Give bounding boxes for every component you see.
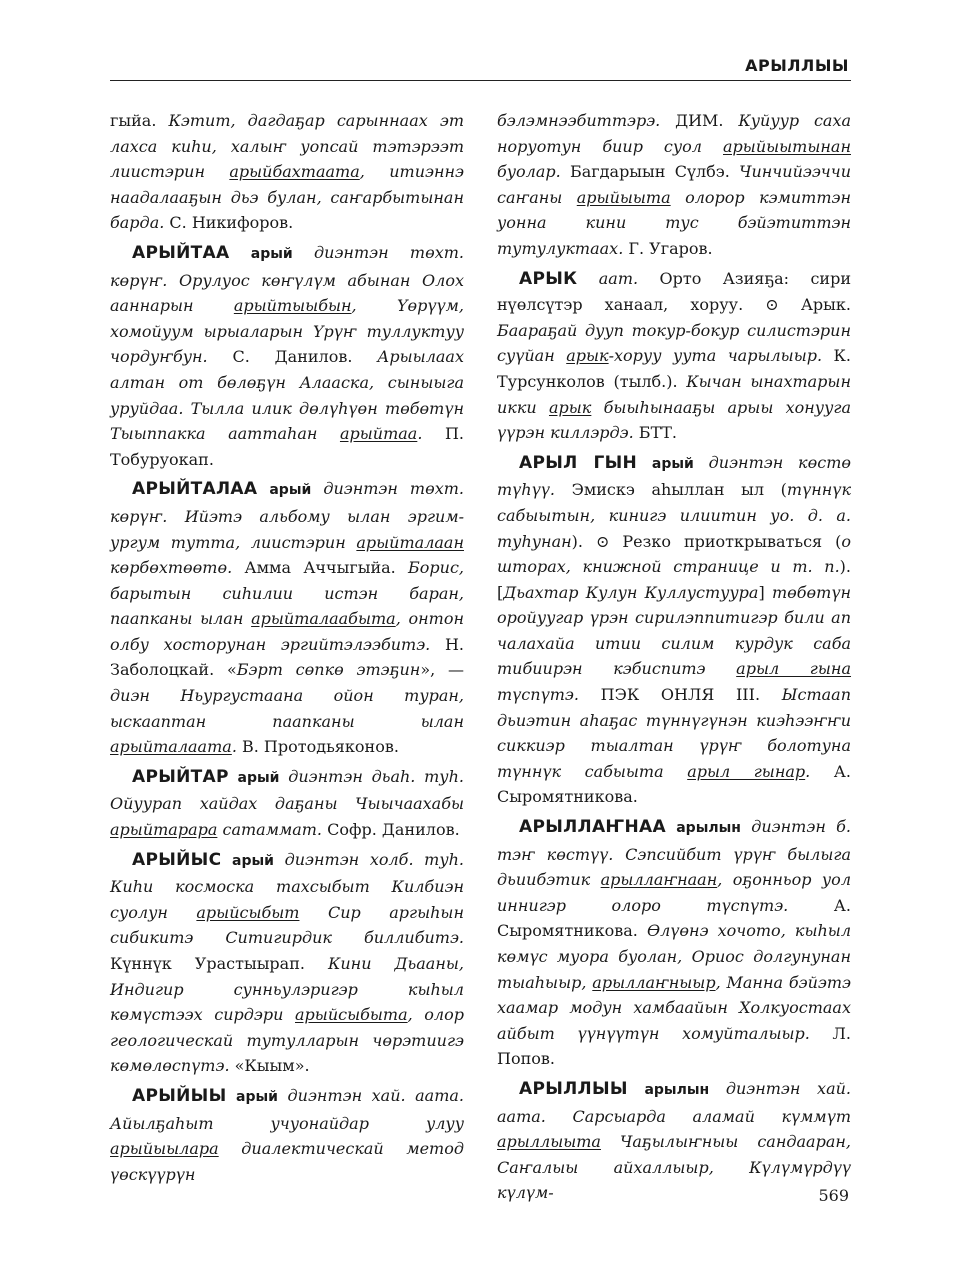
citation: Н. Заболоцкай. « [110, 634, 465, 680]
headword: АРЫК [519, 268, 578, 289]
citation: Багдарыын Сүлбэ. [560, 162, 740, 182]
grammar-label: диэнтэн көстө түһүү. [497, 452, 852, 500]
citation: В. Протодьяконов. [236, 737, 399, 757]
example-word: арыйталаата [110, 737, 232, 757]
citation: А. Сыромятникова. [497, 895, 851, 941]
example-word: арыйсыбыта [295, 1005, 408, 1025]
example-word: арыйталаабыта [251, 609, 396, 629]
citation: БТТ. [633, 423, 677, 443]
definition: Орто Азияҕа: сири нүөлсүтэр ханаал, хоруу. ⊙ Арык. [497, 268, 851, 315]
citation: Софр. Данилов. [322, 820, 460, 840]
example-word: арык [548, 397, 592, 417]
example-word: арыйыыта [576, 187, 671, 207]
headword: АРЫЙТАА [132, 242, 230, 263]
grammar-label: диэнтэн б. тэҥ көстүү. [497, 817, 851, 864]
example-word: арыллаҥнаан [600, 870, 718, 890]
grammar-label: диэнтэн хай. аата. [287, 1085, 464, 1105]
entry-aryiys: АРЫЙЫС арый диэнтэн холб. туһ. Киһи космоска тахсыбыт Килбиэн суолун арыйсыбыт Сир аргыһын сибикитэ Ситигирдик биллибитэ. Күннүк Урастыырап. Кини Дьааны, Индигир сунньулэригэр кыһыл көмүстээх сирдэри арыйсыбыта, олор геологическай тутулларын чөрэтиигэ көмөлөспүтэ. «Кыым». [110, 849, 465, 1076]
base-word: арый [269, 482, 312, 499]
entry-aryiyy: АРЫЙЫЫ арый диэнтэн хай. аата. Айылҕаһыт учуонайдар улуу арыйыылара диалектическай метод үөскүүрүн [110, 1085, 464, 1184]
citation: Күннүк Урастыырап. [110, 954, 328, 973]
base-word: арый [232, 852, 274, 869]
headword: АРЫЛ ГЫН [519, 452, 638, 473]
definition: Эмискэ аһыллан ыл ( [554, 480, 787, 500]
citation: ДИМ. [660, 111, 739, 130]
continued-entry: бэлэмнээбиттэрэ. ДИМ. Куйуур саха норуотун биир суол арыйыытынан буолар. Багдарыын Сүлбэ. Чинчийээччи саҥаны арыйыыта олорор кэмиттэн уонна кини тус бэйэтиттэн тутулуктаах. Г. Угаров. [497, 111, 851, 258]
entry-aryk: АРЫК аат. Орто Азияҕа: сири нүөлсүтэр ханаал, хоруу. ⊙ Арык. Баараҕай дууп токур-бокур силистэрин суүйан арык-хоруу уута чарылыыр. К. Турсунколов (тылб.). Кычан ынахтарын икки арык быыһынааҕы арыы хонууга үүрэн киллэрдэ. БТТ. [497, 268, 851, 443]
base-word: арый [250, 245, 293, 262]
headword: АРЫЛЛЫЫ [519, 1078, 628, 1099]
example-word: арыйыытынан [723, 136, 851, 156]
example-word: арыйыылара [110, 1139, 219, 1159]
citation: «Кыым». [229, 1056, 310, 1076]
example-word: арыйтарара [110, 820, 218, 840]
grammar-label: диэнтэн төхт. көрүҥ. [110, 479, 465, 526]
left-column [110, 108, 464, 1191]
example-word: арыллаҥныыр [592, 972, 716, 992]
entry-aryitaa: АРЫЙТАА арый диэнтэн төхт. көрүҥ. Орулуос көҥүлүм абынан Олох ааннарын арыйтыыбын, Үөрүүм, хомойуум ырыаларын Үрүҥ туллуктуу чордуҥбун. С. Данилов. Арыылаах алтан от бөлөҕүн Алааска, сыныыга уруйдаа. Тылла илик дөлүһүөн төбөтүн Тыыппакка ааттаһан арыйтаа. П. Тобуруокап. [110, 242, 465, 469]
example-word: арыл гына [736, 659, 852, 679]
citation: П. Тобуруокап. [110, 424, 464, 469]
example-word: арыйтыыбын [233, 296, 352, 316]
grammar-label: диэнтэн холб. туһ. [284, 849, 465, 869]
citation: Г. Угаров. [623, 238, 713, 258]
headword: АРЫЙТАЛАА [132, 479, 258, 500]
entry-aryitalaa: АРЫЙТАЛАА арый диэнтэн төхт. көрүҥ. Ийэтэ альбому ылан эргим-ургум тутта, лиистэрин арыйталаан көрбөхтөөтө. Амма Аччыгыйа. Борис, барытын сиһилии истэн баран, паапканы ылан арыйталаабыта, онтон олбу хосторунан эргийтэлээбитэ. Н. Заболоцкай. «Бэрт сөпкө этэҕин», — диэн Ньургустаана ойон туран, ыскааптан паапканы ылан арыйталаата. В. Протодьяконов. [110, 479, 465, 757]
grammar-label: диэнтэн дьаһ. туһ. [288, 766, 464, 786]
citation: Амма Аччыгыйа. [232, 558, 409, 578]
citation: К. Турсунколов [497, 346, 851, 391]
entry-aryl-gyn: АРЫЛ ГЫН арый диэнтэн көстө түһүү. Эмискэ аһыллан ыл (түннүк сабыытын, кинигэ илиитин уо. д. а. туһунан). ⊙ Резко приоткрываться (о шторах, книжной странице и т. п.). [Дьахтар Кулун Куллустуура] төбөтүн оройуугар үрэн сирилэппитигэр били ап чалахайа итии силим курдук саба тибиирэн кэбиспитэ арыл гына түспүтэ. ПЭК ОНЛЯ III. Ыстаап дьиэтин аһаҕас түннүгүнэн киэһээҥҥи сиккиэр тыалтан үрүҥ болотуна түннүк сабыыта арыл гынар. А. Сыромятникова. [497, 452, 852, 807]
grammar-label: аат. [598, 268, 639, 288]
grammar-label: диэнтэн төхт. көрүҥ. [110, 242, 465, 290]
right-column [497, 108, 851, 1210]
citation: ПЭК ОНЛЯ III. [578, 685, 782, 705]
entry-aryllangnaa: АРЫЛЛАҤНАА арылын диэнтэн б. тэҥ көстүү. Сэпсийбит үрүҥ былыга дьиибэтик арыллаҥнаан, оҕонньор уол иннигэр олоро түспүтэ. А. Сыромятникова. Өлүөнэ хочото, кыһыл көмүс муора буолан, Орuос долгунунан тыаһыыр, арыллаҥныыр, Манна бэйэтэ хаамар модун хамбаайын Холкуостаах айбыт үүнүүтүн хомуйталыыр. Л. Попов. [497, 817, 851, 1069]
citation: Л. Попов. [497, 1023, 851, 1069]
citation: С. Данилов. [207, 347, 378, 367]
headword: АРЫЙЫЫ [132, 1085, 227, 1106]
header-rule [110, 80, 851, 81]
headword: АРЫЙЫС [132, 849, 222, 870]
citation: С. Никифоров. [164, 213, 294, 233]
continued-entry: гыйа. Кэтит, дагдаҕар сарыннаах эт лахса киһи, халыҥ уопсай тэтэрээт лиистэрин арыйбахтаата, итиэннэ наадалааҕын дьэ булан, саҥарбытынан барда. С. Никифоров. [110, 111, 465, 233]
example-word: арыйтаа [339, 424, 418, 444]
example-word: арыл гынар [687, 761, 806, 781]
headword: АРЫЛЛАҤНАА [519, 817, 666, 838]
headword: АРЫЙТАР [132, 766, 229, 787]
base-word: арый [651, 455, 694, 472]
example-word: арык [566, 346, 609, 366]
running-head: АРЫЛЛЫЫ [745, 56, 849, 75]
base-word: арый [236, 1088, 278, 1105]
example-word: арыллыыта [497, 1132, 601, 1152]
example-word: арыйсыбыт [196, 902, 300, 922]
base-word: арылын [676, 820, 741, 837]
page-number: 569 [818, 1186, 849, 1205]
base-word: арылын [644, 1081, 710, 1098]
citation: А. Сыромятникова. [497, 761, 852, 807]
example-word: арыйбахтаата [229, 162, 360, 182]
grammar-label: диэнтэн хай. аата. [497, 1078, 852, 1126]
entry-aryllyy: АРЫЛЛЫЫ арылын диэнтэн хай. аата. Сарсыарда аламай күммүт арыллыыта Чаҕылыҥныы сандааран, Саҥалыы айхаллыыр, Күлүмүрдүү күлүм- [497, 1078, 852, 1203]
entry-aryitar: АРЫЙТАР арый диэнтэн дьаһ. туһ. Ойуурап хайдах даҕаны Чыычаахабы арыйтарара сатаммат. Софр. Данилов. [110, 766, 464, 840]
example-word: арыйталаан [356, 532, 464, 552]
base-word: арый [237, 769, 280, 786]
